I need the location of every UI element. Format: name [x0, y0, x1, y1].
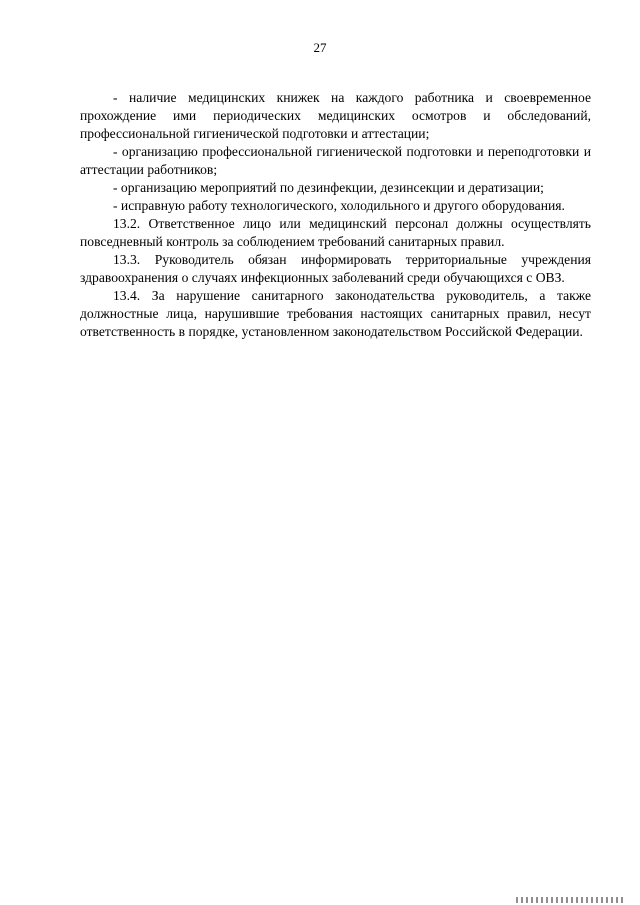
paragraph-equipment: - исправную работу технологического, холодильного и другого оборудования.	[113, 198, 565, 213]
paragraph-medical-books: - наличие медицинских книжек на каждого работника и своевременное прохождение ими периодических медицинских осмотров и обследований, профессиональной гигиенической подготовки и аттестации;	[80, 90, 591, 141]
scan-edge-mark	[516, 897, 626, 903]
document-body	[80, 89, 591, 341]
page-number: 27	[313, 40, 327, 55]
paragraph-hygiene-training: - организацию профессиональной гигиенической подготовки и переподготовки и аттестации работников;	[80, 144, 591, 177]
paragraph-13-2: 13.2. Ответственное лицо или медицинский персонал должны осуществлять повседневный контроль за соблюдением требований санитарных правил.	[80, 216, 591, 249]
paragraph-13-4: 13.4. За нарушение санитарного законодательства руководитель, а также должностные лица, нарушившие требования настоящих санитарных правил, несут ответственность в порядке, установленном законодательством Российской Федерации.	[80, 288, 591, 339]
paragraph-disinfection: - организацию мероприятий по дезинфекции, дезинсекции и дератизации;	[113, 180, 544, 195]
paragraph-13-3: 13.3. Руководитель обязан информировать территориальные учреждения здравоохранения о случаях инфекционных заболеваний среди обучающихся с ОВЗ.	[80, 252, 591, 285]
